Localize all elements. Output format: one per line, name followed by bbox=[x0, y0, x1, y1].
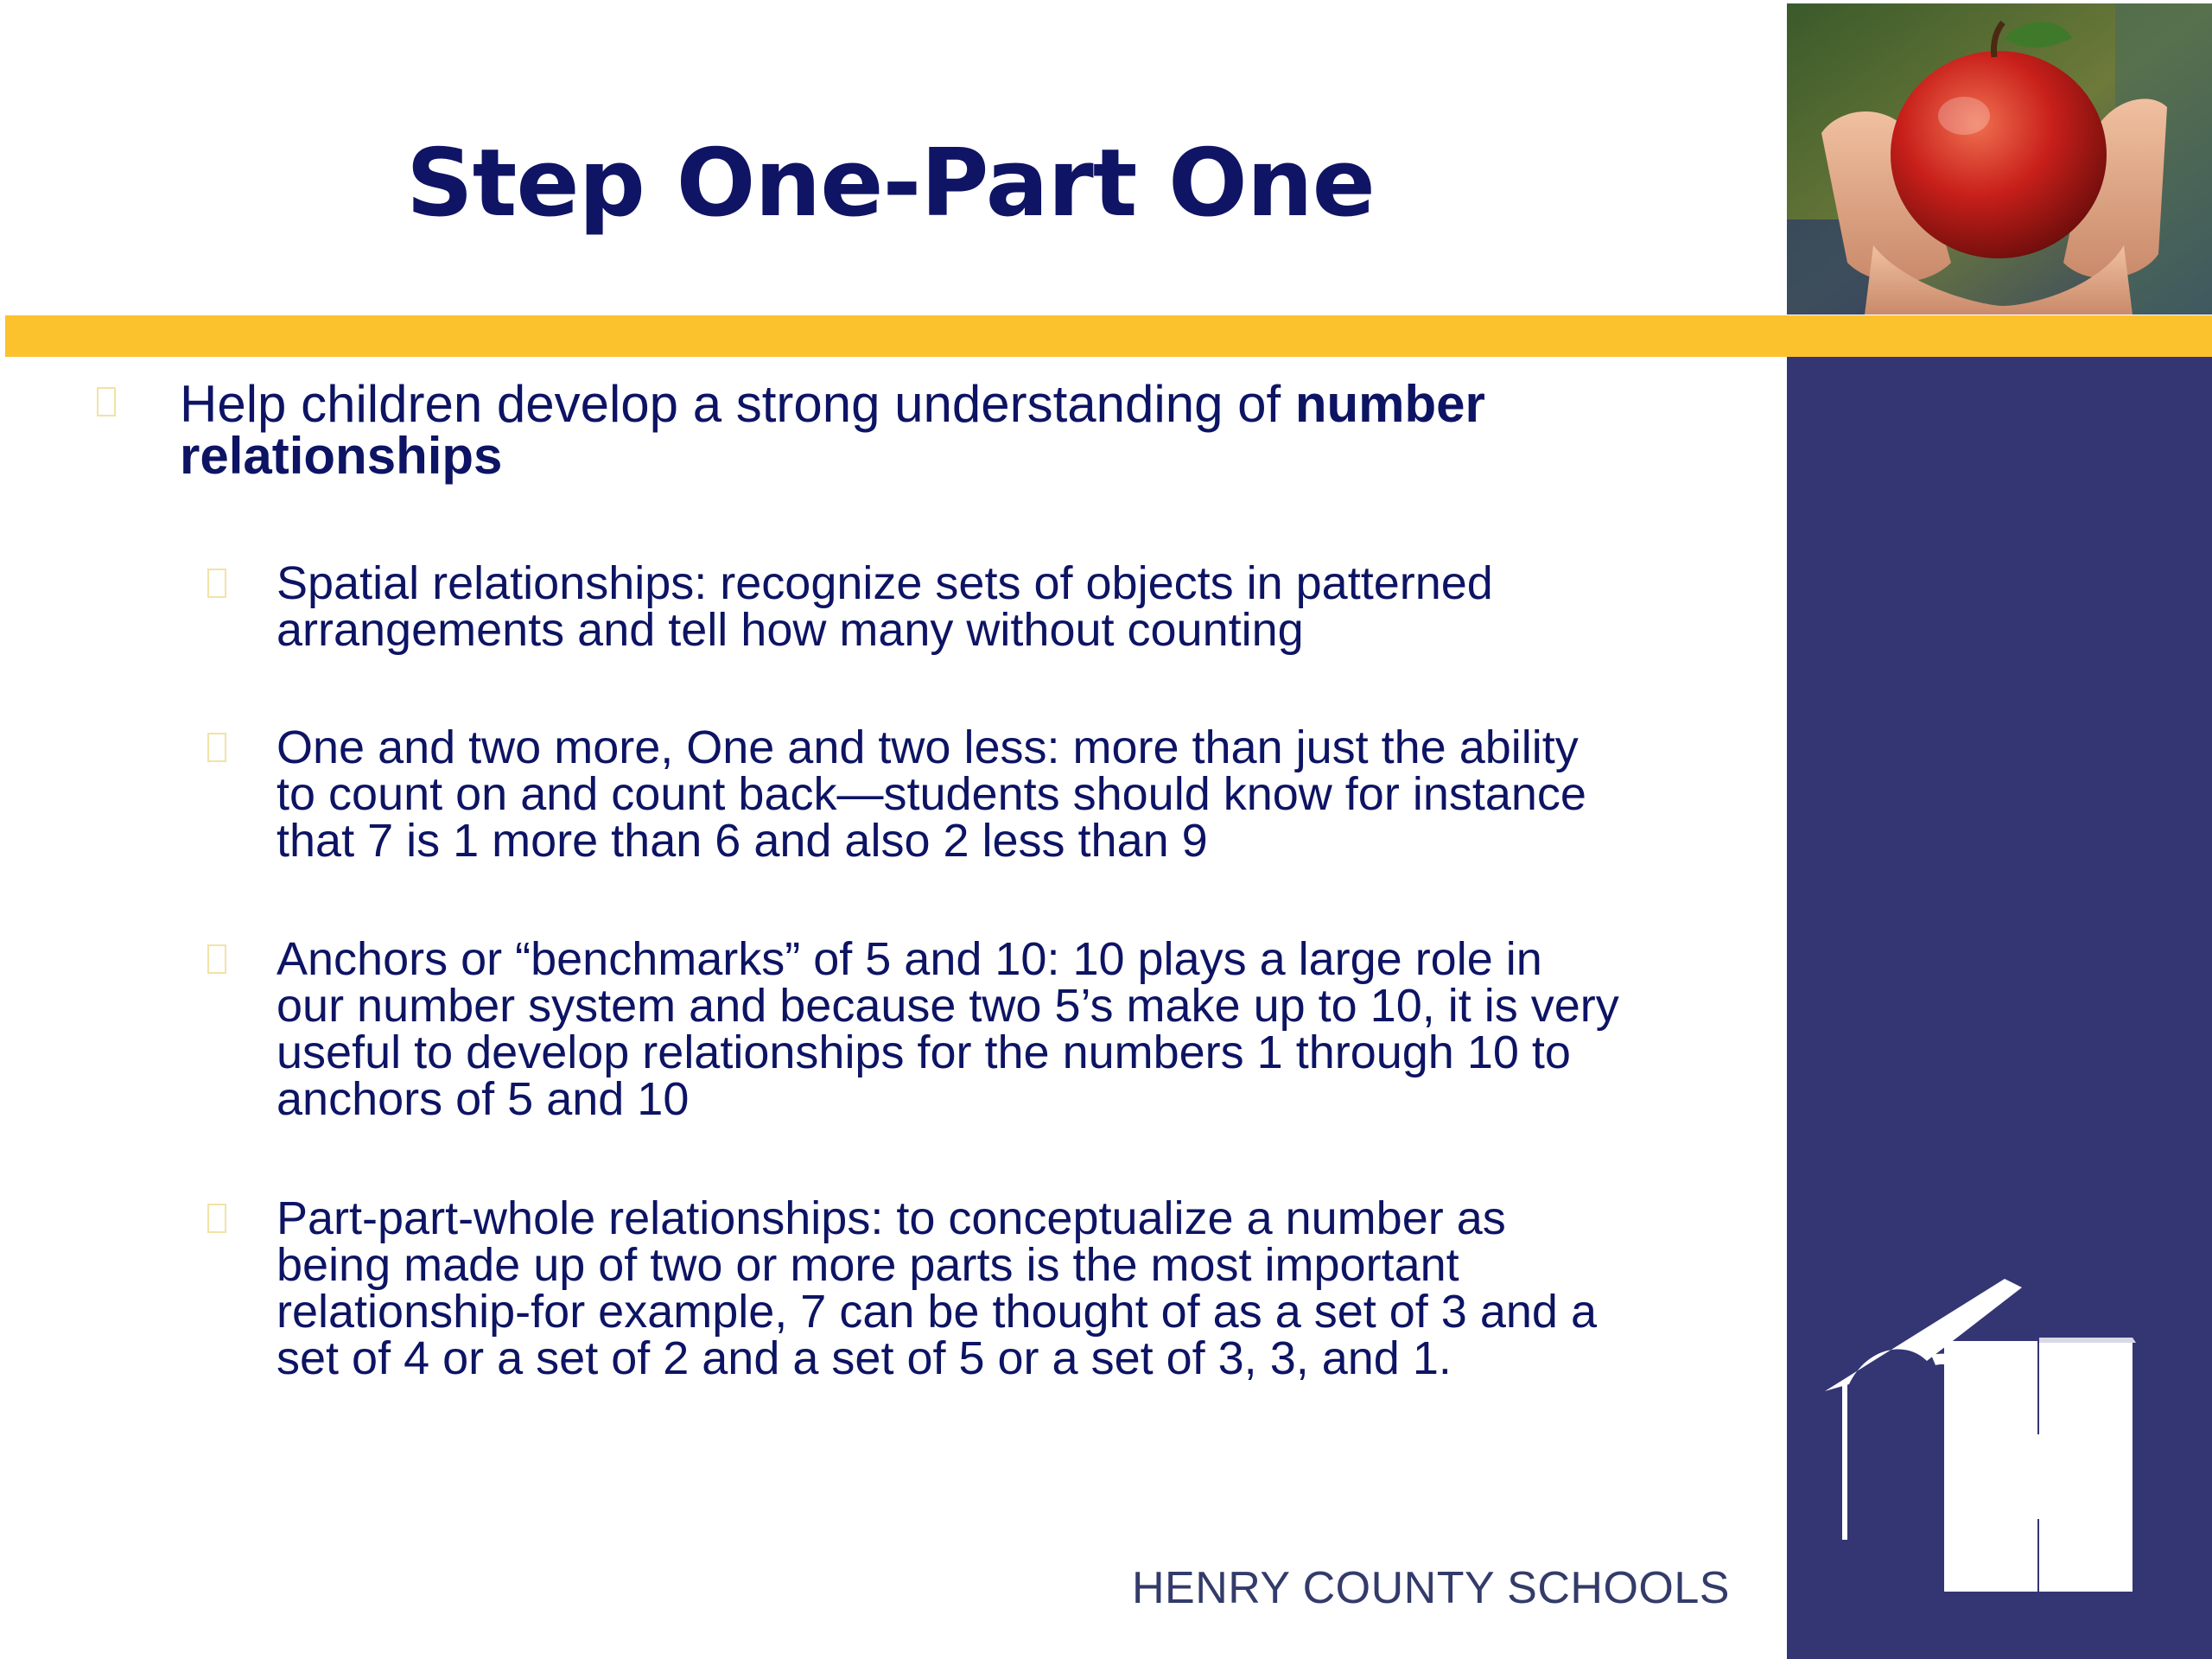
main-bullet-regular: Help children develop a strong understanding of bbox=[180, 375, 1295, 433]
sub-bullet-spatial bbox=[276, 557, 1728, 656]
sub-bullet-part-part-whole bbox=[276, 1192, 1728, 1384]
sub-bullet-line: Spatial relationships: recognize sets of objects in patterned bbox=[276, 557, 1493, 609]
bullet-marker bbox=[207, 944, 226, 974]
sub-bullet-line: that 7 is 1 more than 6 and also 2 less than 9 bbox=[276, 815, 1208, 867]
sub-bullet-line: anchors of 5 and 10 bbox=[276, 1073, 690, 1125]
slide-title: Step One-Part One bbox=[406, 130, 1375, 238]
main-bullet-bold-2: relationships bbox=[180, 427, 503, 485]
main-bullet-bold-1: number bbox=[1294, 375, 1485, 433]
sub-bullet-line: set of 4 or a set of 2 and a set of 5 or a set of 3, 3, and 1. bbox=[276, 1332, 1452, 1384]
sub-bullet-anchors bbox=[276, 933, 1728, 1125]
footer-school-name: HENRY COUNTY SCHOOLS bbox=[1132, 1563, 1730, 1613]
bullet-marker bbox=[97, 387, 116, 416]
sub-bullet-line: Anchors or “benchmarks” of 5 and 10: 10 plays a large role in bbox=[276, 933, 1542, 985]
sub-bullet-one-two-more-less bbox=[276, 721, 1728, 867]
sub-bullet-line: being made up of two or more parts is the most important bbox=[276, 1239, 1459, 1291]
bullet-marker bbox=[207, 569, 226, 598]
main-bullet-text bbox=[180, 375, 1649, 485]
bullet-marker bbox=[207, 1204, 226, 1233]
bullet-marker bbox=[207, 733, 226, 762]
sub-bullet-line: One and two more, One and two less: more than just the ability bbox=[276, 721, 1579, 773]
sub-bullet-line: to count on and count back—students should know for instance bbox=[276, 768, 1586, 820]
accent-bar bbox=[5, 315, 2212, 357]
apple-in-hands-photo bbox=[1787, 3, 2212, 315]
sub-bullet-line: our number system and because two 5’s make up to 10, it is very bbox=[276, 980, 1619, 1032]
sub-bullet-line: relationship-for example, 7 can be thought of as a set of 3 and a bbox=[276, 1286, 1597, 1338]
sub-bullet-line: Part-part-whole relationships: to conceptualize a number as bbox=[276, 1192, 1506, 1244]
graduation-cap-h-logo bbox=[1823, 1279, 2152, 1616]
sub-bullet-line: useful to develop relationships for the numbers 1 through 10 to bbox=[276, 1027, 1571, 1078]
sub-bullet-line: arrangements and tell how many without counting bbox=[276, 604, 1304, 656]
